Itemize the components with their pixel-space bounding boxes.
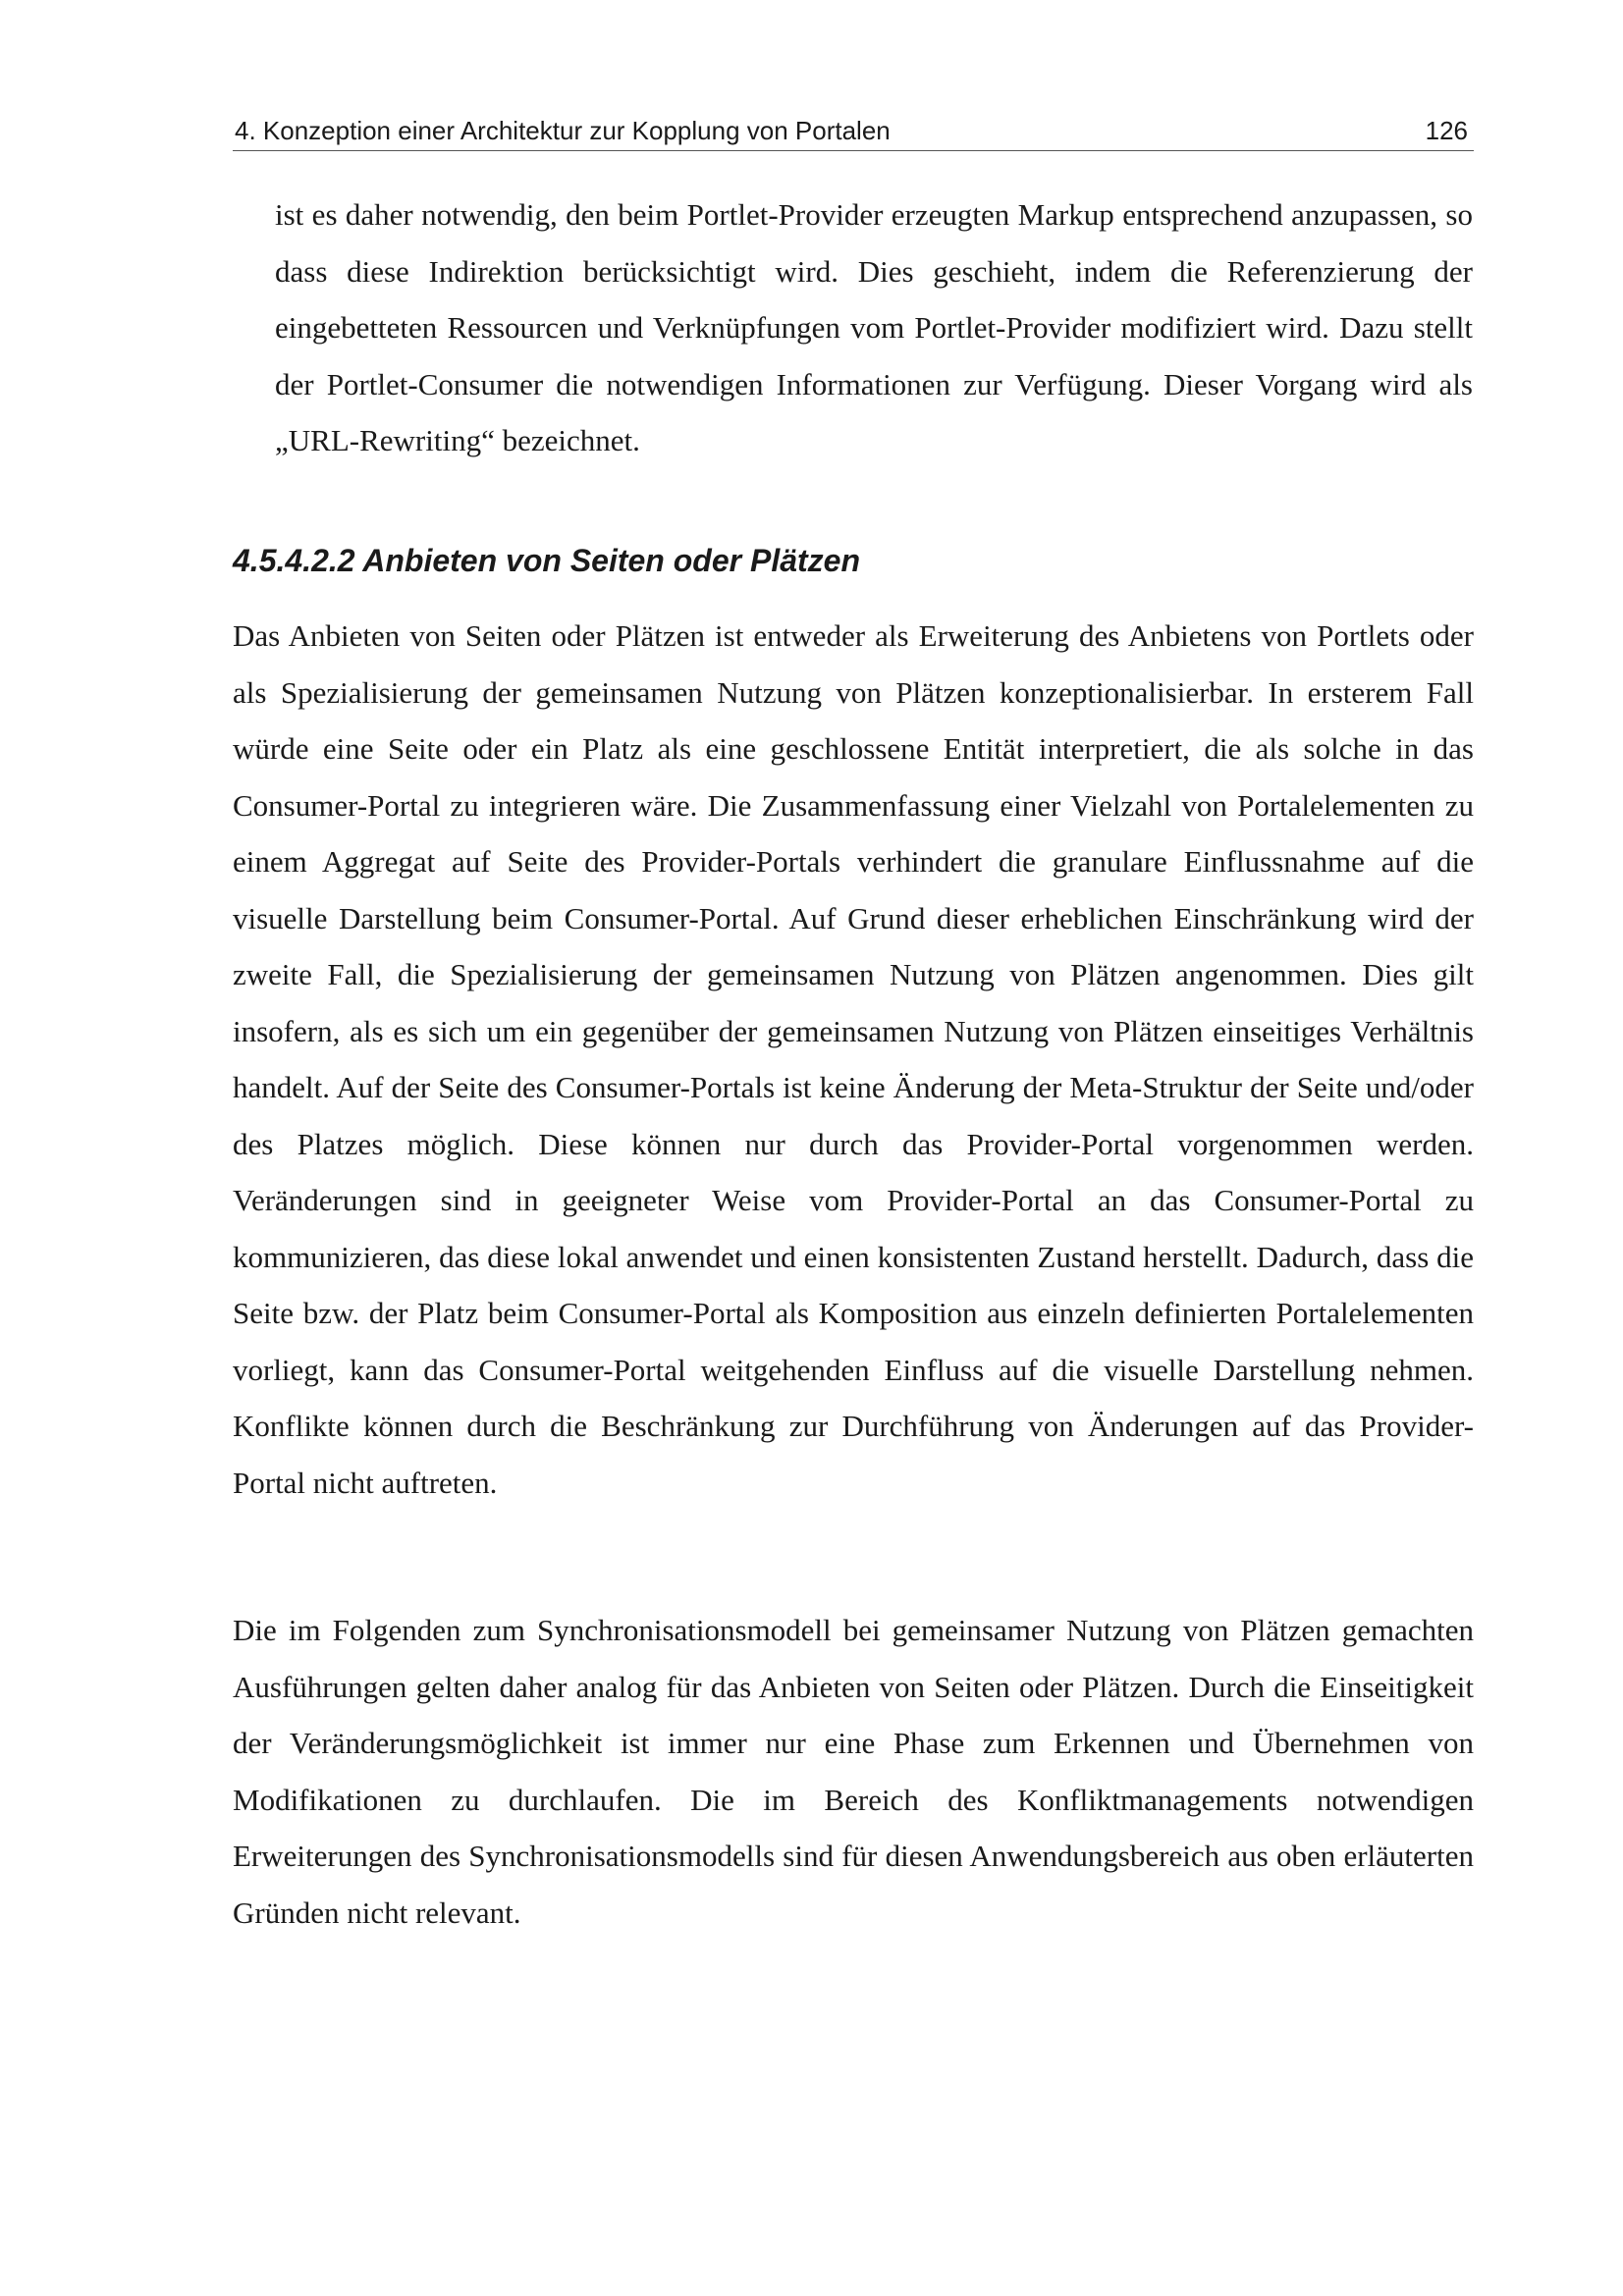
continued-paragraph: ist es daher notwendig, den beim Portlet-Provider erzeugten Markup entsprechend anzupassen, so dass diese Indirektion berücksichtigt wird. Dies geschieht, indem die Referenzierung der eingebetteten Ressourcen und Verknüpfungen vom Portlet-Provider modifiziert wird. Dazu stellt der Portlet-Consumer die notwendigen Informationen zur Verfügung. Dieser Vorgang wird als „URL-Rewriting“ bezeichnet.	[275, 197, 1473, 457]
body-paragraph-1: Das Anbieten von Seiten oder Plätzen ist entweder als Erweiterung des Anbietens von Portlets oder als Spezialisierung der gemeinsamen Nutzung von Plätzen konzeptionalisierbar. In ersterem Fall würde eine Seite oder ein Platz als eine geschlossene Entität interpretiert, die als solche in das Consumer-Portal zu integrieren wäre. Die Zusammenfassung einer Vielzahl von Portalelementen zu einem Aggregat auf Seite des Provider-Portals verhindert die granulare Einflussnahme auf die visuelle Darstellung beim Consumer-Portal. Auf Grund dieser erheblichen Einschränkung wird der zweite Fall, die Spezialisierung der gemeinsamen Nutzung von Plätzen angenommen. Dies gilt insofern, als es sich um ein gegenüber der gemeinsamen Nutzung von Plätzen einseitiges Verhältnis handelt. Auf der Seite des Consumer-Portals ist keine Änderung der Meta-Struktur der Seite und/oder des Platzes möglich. Diese können nur durch das Provider-Portal vorgenommen werden. Veränderungen sind in geeigneter Weise vom Provider-Portal an das Consumer-Portal zu kommunizieren, das diese lokal anwendet und einen konsistenten Zustand herstellt. Dadurch, dass die Seite bzw. der Platz beim Consumer-Portal als Komposition aus einzeln definierten Portalelementen vorliegt, kann das Consumer-Portal weitgehenden Einfluss auf die visuelle Darstellung nehmen. Konflikte können durch die Beschränkung zur Durchführung von Änderungen auf das Provider-Portal nicht auftreten.	[233, 618, 1474, 1500]
running-header	[233, 111, 1474, 151]
page-number: 126	[1425, 116, 1468, 145]
section-heading: 4.5.4.2.2 Anbieten von Seiten oder Plätzen	[233, 543, 860, 578]
body-paragraph-2: Die im Folgenden zum Synchronisationsmodell bei gemeinsamer Nutzung von Plätzen gemachten Ausführungen gelten daher analog für das Anbieten von Seiten oder Plätzen. Durch die Einseitigkeit der Veränderungsmöglichkeit ist immer nur eine Phase zum Erkennen und Übernehmen von Modifikationen zu durchlaufen. Die im Bereich des Konfliktmanagements notwendigen Erweiterungen des Synchronisationsmodells sind für diesen Anwendungsbereich aus oben erläuterten Gründen nicht relevant.	[233, 1613, 1474, 1930]
chapter-title: 4. Konzeption einer Architektur zur Kopplung von Portalen	[235, 116, 891, 145]
